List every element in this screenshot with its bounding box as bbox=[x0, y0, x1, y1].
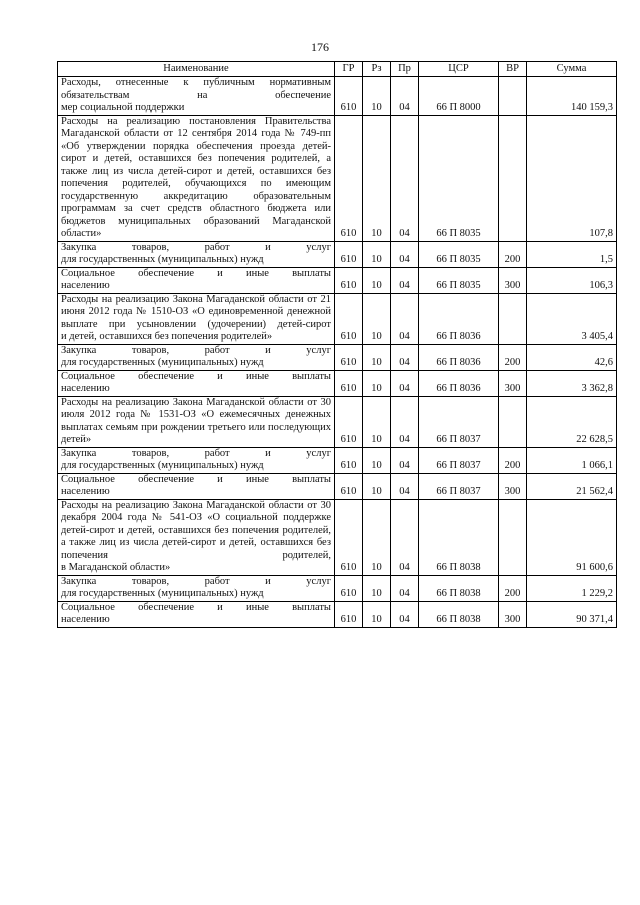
cell-gr: 610 bbox=[335, 115, 363, 241]
row-name-last-line: населению bbox=[61, 486, 110, 497]
row-name-line: Расходы на реализацию Закона Магаданской bbox=[61, 293, 265, 305]
cell-pr: 04 bbox=[391, 77, 419, 116]
table-row bbox=[58, 575, 617, 601]
cell-pr: 04 bbox=[391, 267, 419, 293]
table-row bbox=[58, 267, 617, 293]
cell-rz: 10 bbox=[363, 601, 391, 627]
row-name-line: Социальное обеспечение и иные выплаты bbox=[61, 267, 331, 279]
row-name-line: Расходы на реализацию Закона Магаданской bbox=[61, 499, 265, 511]
table-row bbox=[58, 473, 617, 499]
row-name-line: области от 30 июля 2012 года № 1531-ОЗ bbox=[61, 396, 331, 420]
cell-vr: 300 bbox=[499, 601, 527, 627]
cell-pr: 04 bbox=[391, 499, 419, 575]
cell-pr: 04 bbox=[391, 344, 419, 370]
row-name-last-line: в Магаданской области» bbox=[61, 562, 171, 573]
cell-rz: 10 bbox=[363, 499, 391, 575]
cell-csr: 66 П 8036 bbox=[419, 293, 499, 344]
row-name-last-line: и детей, оставшихся без попечения родителей» bbox=[61, 331, 273, 342]
cell-rz: 10 bbox=[363, 241, 391, 267]
row-name bbox=[58, 396, 335, 447]
cell-pr: 04 bbox=[391, 115, 419, 241]
cell-csr: 66 П 8035 bbox=[419, 267, 499, 293]
row-name-line: Социальное обеспечение и иные выплаты bbox=[61, 370, 331, 382]
row-name-line: муниципальных образований Магаданской bbox=[118, 215, 331, 227]
row-name-line: и детей, оставшихся без попечения родителей, bbox=[118, 524, 332, 536]
cell-gr: 610 bbox=[335, 370, 363, 396]
cell-rz: 10 bbox=[363, 344, 391, 370]
row-name-line: от 12 сентября 2014 года № 749-пп bbox=[163, 128, 331, 139]
table-row bbox=[58, 77, 617, 116]
row-name bbox=[58, 293, 335, 344]
cell-gr: 610 bbox=[335, 241, 363, 267]
header-vr: ВР bbox=[499, 62, 527, 77]
table-row bbox=[58, 499, 617, 575]
row-name-line: Расходы на реализацию постановления bbox=[61, 115, 256, 127]
cell-pr: 04 bbox=[391, 370, 419, 396]
row-name-line: «О единовременной денежной выплате bbox=[61, 306, 332, 330]
row-name-line: Закупка товаров, работ и услуг bbox=[61, 241, 331, 253]
cell-rz: 10 bbox=[363, 396, 391, 447]
row-name-last-line: детей» bbox=[61, 434, 92, 445]
cell-vr: 300 bbox=[499, 370, 527, 396]
row-name-line: «О социальной поддержке детей-сирот bbox=[61, 512, 331, 536]
budget-table bbox=[57, 61, 617, 628]
row-name bbox=[58, 473, 335, 499]
row-name bbox=[58, 447, 335, 473]
row-name-line: «Об утверждении порядка обеспечения bbox=[61, 140, 253, 152]
cell-vr: 200 bbox=[499, 447, 527, 473]
row-name-line: Расходы, отнесенные к публичным bbox=[61, 77, 255, 88]
row-name-line: Закупка товаров, работ и услуг bbox=[61, 575, 331, 587]
row-name-last-line: населению bbox=[61, 383, 110, 394]
cell-pr: 04 bbox=[391, 396, 419, 447]
cell-rz: 10 bbox=[363, 370, 391, 396]
cell-rz: 10 bbox=[363, 77, 391, 116]
cell-csr: 66 П 8000 bbox=[419, 77, 499, 116]
row-name-line: нормативным обязательствам на обеспечение bbox=[61, 77, 332, 101]
cell-csr: 66 П 8035 bbox=[419, 241, 499, 267]
cell-sum: 1 066,1 bbox=[527, 447, 617, 473]
cell-sum: 21 562,4 bbox=[527, 473, 617, 499]
cell-csr: 66 П 8035 bbox=[419, 115, 499, 241]
row-name-line: области от 30 декабря 2004 года № 541-ОЗ bbox=[61, 499, 331, 523]
row-name-line: без попечения родителей, а также лиц из числа bbox=[61, 153, 332, 177]
row-name bbox=[58, 115, 335, 241]
row-name-line: Правительства Магаданской области bbox=[61, 115, 331, 139]
row-name-line: без попечения родителей, обучающихся bbox=[61, 165, 332, 189]
cell-gr: 610 bbox=[335, 77, 363, 116]
cell-pr: 04 bbox=[391, 447, 419, 473]
cell-csr: 66 П 8036 bbox=[419, 370, 499, 396]
row-name-line: областного бюджета или бюджетов bbox=[61, 203, 331, 227]
page-number: 176 bbox=[311, 40, 329, 54]
cell-csr: 66 П 8038 bbox=[419, 575, 499, 601]
row-name-line: проезда детей-сирот и детей, оставшихся bbox=[61, 140, 331, 164]
row-name bbox=[58, 241, 335, 267]
cell-csr: 66 П 8038 bbox=[419, 601, 499, 627]
row-name-line: при усыновлении (удочерении) детей-сирот bbox=[108, 318, 331, 330]
cell-sum: 22 628,5 bbox=[527, 396, 617, 447]
row-name bbox=[58, 267, 335, 293]
cell-gr: 610 bbox=[335, 601, 363, 627]
cell-csr: 66 П 8037 bbox=[419, 396, 499, 447]
header-row bbox=[58, 62, 617, 77]
cell-sum: 140 159,3 bbox=[527, 77, 617, 116]
row-name bbox=[58, 344, 335, 370]
row-name-line: образовательным программам за счет средств bbox=[61, 190, 331, 214]
cell-rz: 10 bbox=[363, 447, 391, 473]
cell-rz: 10 bbox=[363, 115, 391, 241]
cell-pr: 04 bbox=[391, 473, 419, 499]
row-name-line: Расходы на реализацию Закона Магаданской bbox=[61, 396, 265, 408]
row-name-line: при рождении третьего или последующих bbox=[141, 421, 331, 433]
cell-vr bbox=[499, 77, 527, 116]
cell-pr: 04 bbox=[391, 293, 419, 344]
header-sum: Сумма bbox=[527, 62, 617, 77]
header-gr: ГР bbox=[335, 62, 363, 77]
cell-sum: 106,3 bbox=[527, 267, 617, 293]
cell-csr: 66 П 8036 bbox=[419, 344, 499, 370]
cell-gr: 610 bbox=[335, 447, 363, 473]
table-row bbox=[58, 293, 617, 344]
cell-gr: 610 bbox=[335, 293, 363, 344]
row-name-line: Закупка товаров, работ и услуг bbox=[61, 447, 331, 459]
cell-pr: 04 bbox=[391, 575, 419, 601]
header-csr: ЦСР bbox=[419, 62, 499, 77]
row-name-last-line: для государственных (муниципальных) нужд bbox=[61, 460, 264, 471]
cell-rz: 10 bbox=[363, 267, 391, 293]
row-name-line: а также лиц из числа детей-сирот и детей, bbox=[61, 537, 257, 548]
cell-sum: 3 362,8 bbox=[527, 370, 617, 396]
cell-pr: 04 bbox=[391, 241, 419, 267]
cell-csr: 66 П 8037 bbox=[419, 473, 499, 499]
row-name bbox=[58, 499, 335, 575]
cell-vr bbox=[499, 396, 527, 447]
row-name-line: по имеющим государственную аккредитацию bbox=[61, 178, 331, 202]
cell-vr bbox=[499, 115, 527, 241]
row-name bbox=[58, 575, 335, 601]
table-row bbox=[58, 601, 617, 627]
cell-vr bbox=[499, 499, 527, 575]
cell-sum: 1 229,2 bbox=[527, 575, 617, 601]
row-name-last-line: для государственных (муниципальных) нужд bbox=[61, 588, 264, 599]
cell-sum: 1,5 bbox=[527, 241, 617, 267]
cell-csr: 66 П 8038 bbox=[419, 499, 499, 575]
cell-sum: 107,8 bbox=[527, 115, 617, 241]
cell-pr: 04 bbox=[391, 601, 419, 627]
cell-gr: 610 bbox=[335, 396, 363, 447]
row-name-line: Социальное обеспечение и иные выплаты bbox=[61, 601, 331, 613]
row-name-line: оставшихся без попечения родителей, bbox=[61, 537, 331, 561]
cell-vr: 300 bbox=[499, 267, 527, 293]
cell-sum: 42,6 bbox=[527, 344, 617, 370]
cell-gr: 610 bbox=[335, 473, 363, 499]
cell-vr: 200 bbox=[499, 575, 527, 601]
cell-vr bbox=[499, 293, 527, 344]
table-row bbox=[58, 396, 617, 447]
table-row bbox=[58, 241, 617, 267]
header-pr: Пр bbox=[391, 62, 419, 77]
cell-rz: 10 bbox=[363, 293, 391, 344]
cell-csr: 66 П 8037 bbox=[419, 447, 499, 473]
cell-rz: 10 bbox=[363, 473, 391, 499]
row-name-last-line: области» bbox=[61, 228, 102, 239]
row-name-line: области от 21 июня 2012 года № 1510-ОЗ bbox=[61, 293, 331, 317]
table-row bbox=[58, 115, 617, 241]
table-row bbox=[58, 344, 617, 370]
cell-sum: 90 371,4 bbox=[527, 601, 617, 627]
cell-sum: 3 405,4 bbox=[527, 293, 617, 344]
cell-rz: 10 bbox=[363, 575, 391, 601]
header-name: Наименование bbox=[58, 62, 335, 77]
table-row bbox=[58, 370, 617, 396]
cell-gr: 610 bbox=[335, 267, 363, 293]
row-name bbox=[58, 370, 335, 396]
row-name-last-line: населению bbox=[61, 280, 110, 291]
row-name-last-line: для государственных (муниципальных) нужд bbox=[61, 254, 264, 265]
header-rz: Рз bbox=[363, 62, 391, 77]
row-name bbox=[58, 601, 335, 627]
cell-vr: 300 bbox=[499, 473, 527, 499]
row-name-line: детей-сирот и детей, оставшихся bbox=[158, 165, 313, 177]
row-name-last-line: мер социальной поддержки bbox=[61, 102, 185, 113]
row-name bbox=[58, 77, 335, 116]
row-name-line: Закупка товаров, работ и услуг bbox=[61, 344, 331, 356]
row-name-line: «О ежемесячных денежных выплатах семьям bbox=[61, 409, 331, 433]
cell-vr: 200 bbox=[499, 344, 527, 370]
row-name-last-line: населению bbox=[61, 614, 110, 625]
row-name-last-line: для государственных (муниципальных) нужд bbox=[61, 357, 264, 368]
row-name-line: Социальное обеспечение и иные выплаты bbox=[61, 473, 331, 485]
cell-gr: 610 bbox=[335, 499, 363, 575]
table-row bbox=[58, 447, 617, 473]
cell-gr: 610 bbox=[335, 575, 363, 601]
cell-sum: 91 600,6 bbox=[527, 499, 617, 575]
cell-gr: 610 bbox=[335, 344, 363, 370]
cell-vr: 200 bbox=[499, 241, 527, 267]
